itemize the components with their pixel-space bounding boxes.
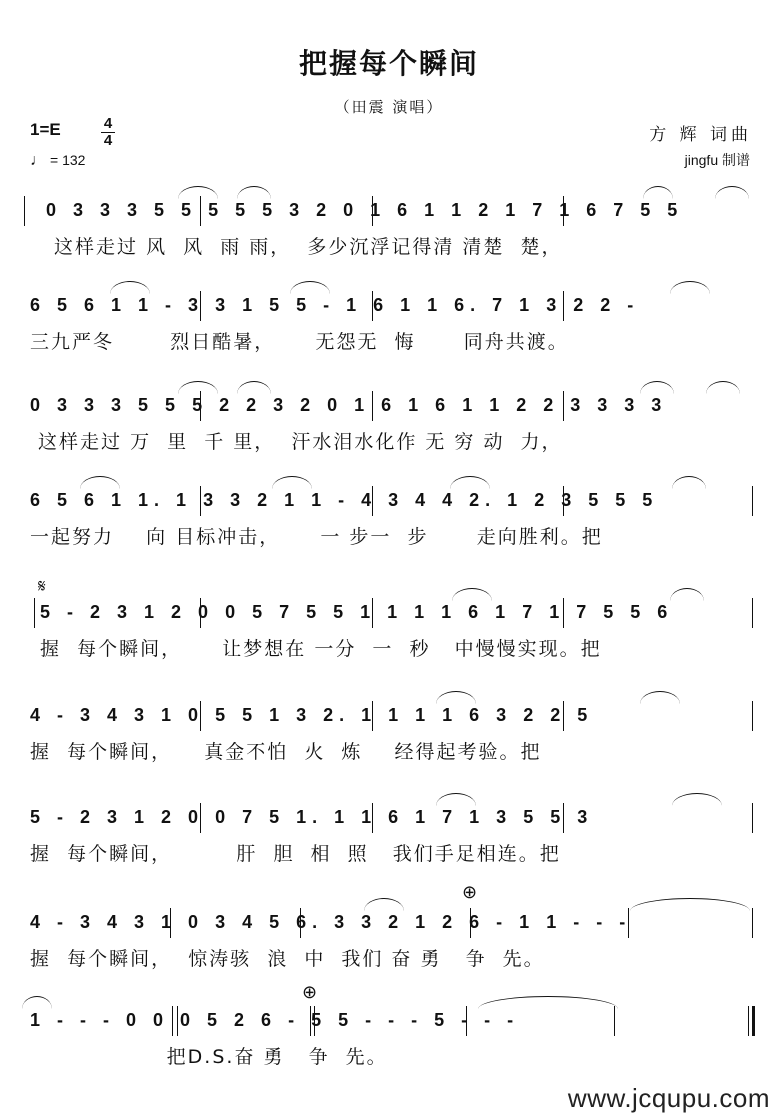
quarter-note-icon: ♩	[30, 152, 46, 169]
notation-line: 0 3 3 3 5 5 5 5 5 3 2 0 1 6 1 1 2 1 7 1 6 7 5 5	[46, 200, 684, 220]
tempo-value: = 132	[50, 152, 86, 168]
barline	[752, 598, 753, 628]
coda-icon: ⊕	[302, 982, 318, 1003]
notation-line: 1 - - - 0 0 0 5 2 6 - 5 5 - - - 5 - - -	[30, 1010, 520, 1030]
notation-line: 6 5 6 1 1 - 3 3 1 5 5 - 1 6 1 1 6. 7 1 3 2 2 -	[30, 295, 640, 315]
score-line-5	[0, 592, 778, 682]
time-signature-top: 4	[103, 115, 113, 132]
score-line-7	[0, 797, 778, 887]
watermark: www.jcqupu.com	[567, 1083, 770, 1113]
segno-icon: 𝄋	[38, 576, 46, 597]
key-signature: 1=E	[30, 120, 61, 139]
coda-icon: ⊕	[462, 882, 478, 903]
repeat-start-barline	[24, 196, 25, 226]
notation-line: 5 - 2 3 1 2 0 0 5 7 5 5 1 1 1 1 6 1 7 1 7 5 5 6	[40, 602, 674, 622]
lyrics-line: 这样走过 万 里 千 里， 汗水泪水化作 无 穷 动 力，	[30, 431, 563, 453]
score-line-8	[0, 902, 778, 992]
notation-line: 4 - 3 4 3 1 0 5 5 1 3 2. 1 1 1 1 6 3 2 2 5	[30, 705, 594, 725]
tempo-marking	[30, 152, 85, 170]
time-signature	[100, 116, 116, 149]
lyrics-line: 握 每个瞬间， 真金不怕 火 炼 经得起考验。把	[30, 741, 542, 763]
song-title: 把握每个瞬间	[298, 47, 479, 80]
score-line-9	[0, 1000, 778, 1090]
notation-line: 5 - 2 3 1 2 0 0 7 5 1. 1 1 6 1 7 1 3 5 5 3	[30, 807, 594, 827]
final-barline	[752, 1006, 755, 1036]
barline	[34, 598, 35, 628]
lyrics-line: 把D.S.奋 勇 争 先。	[30, 1046, 388, 1068]
song-subtitle: （田震 演唱）	[334, 98, 444, 116]
score-maker: jingfu 制谱	[684, 152, 750, 168]
score-line-4	[0, 480, 778, 570]
notation-line: 6 5 6 1 1. 1 3 3 2 1 1 - 4 3 4 4 2. 1 2 3 5 5 5	[30, 490, 659, 510]
score-line-3	[0, 385, 778, 475]
score-line-6	[0, 695, 778, 785]
lyrics-line: 握 每个瞬间， 让梦想在 一分 一 秒 中慢慢实现。把	[40, 638, 602, 660]
notation-line: 0 3 3 3 5 5 5 2 2 3 2 0 1 6 1 6 1 1 2 2 3 3 3 3	[30, 395, 668, 415]
lyrics-line: 握 每个瞬间， 惊涛骇 浪 中 我们 奋 勇 争 先。	[30, 948, 545, 970]
score-line-2	[0, 285, 778, 375]
score-line-1	[0, 190, 778, 280]
barline	[752, 486, 753, 516]
credit: 方 辉 词曲	[649, 125, 752, 145]
lyrics-line: 三九严冬 烈日酷暑， 无怨无 悔 同舟共渡。	[30, 331, 569, 353]
barline	[752, 803, 753, 833]
lyrics-line: 握 每个瞬间， 肝 胆 相 照 我们手足相连。把	[30, 843, 561, 865]
barline	[752, 701, 753, 731]
barline	[752, 908, 753, 938]
lyrics-line: 这样走过 风 风 雨 雨， 多少沉浮记得清 清楚 楚，	[46, 236, 563, 258]
final-barline	[748, 1006, 749, 1036]
lyrics-line: 一起努力 向 目标冲击， 一 步一 步 走向胜利。把	[30, 526, 603, 548]
notation-line: 4 - 3 4 3 1 0 3 4 5 6. 3 3 2 1 2 6 - 1 1 - - -	[30, 912, 632, 932]
time-signature-bottom: 4	[103, 132, 113, 149]
